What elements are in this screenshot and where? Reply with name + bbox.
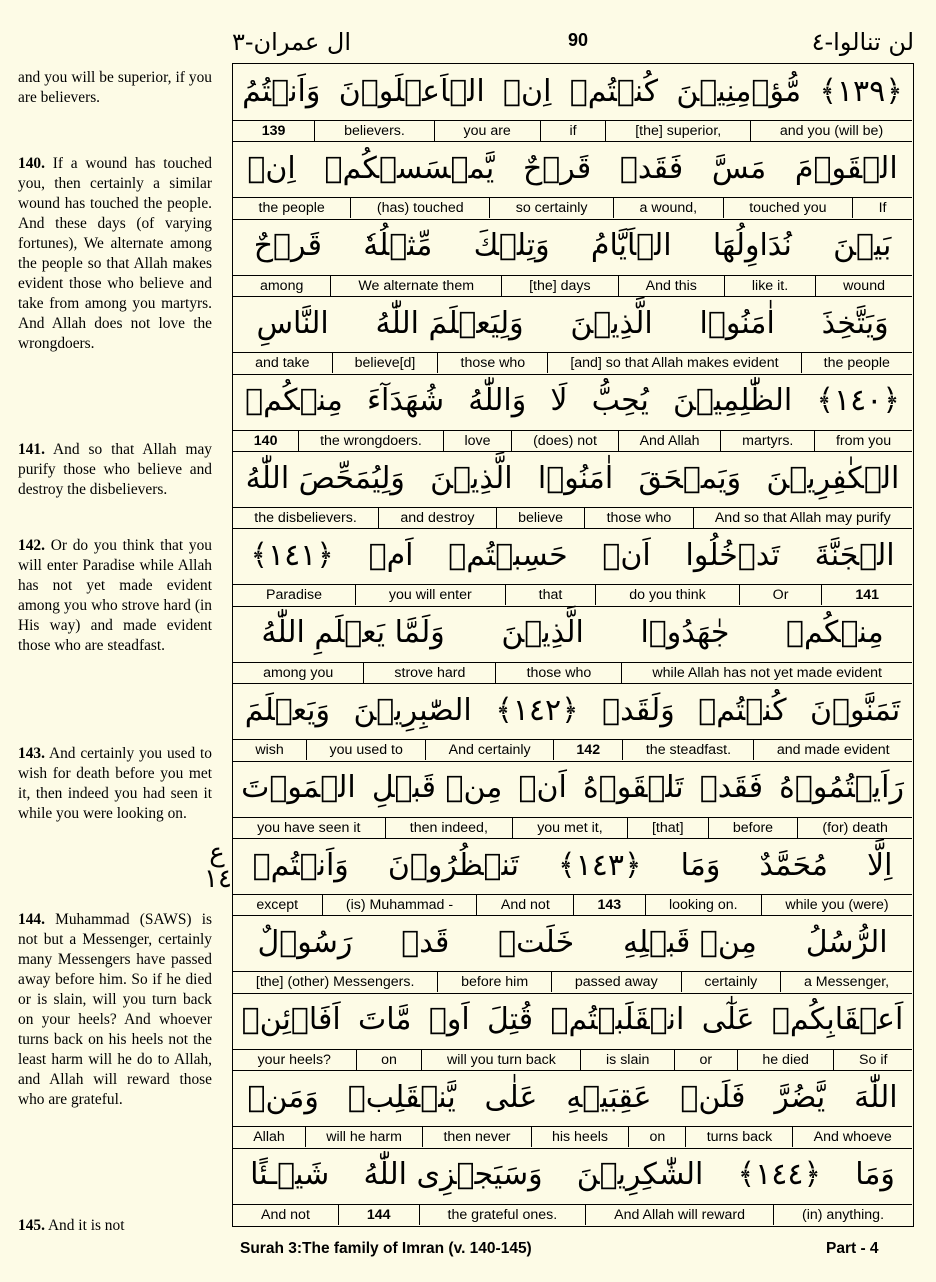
gloss-cell: those who <box>584 508 692 528</box>
gloss-cell: you are <box>434 121 540 141</box>
english-gloss-line <box>233 739 912 760</box>
arabic-word: الۡقَوۡمَ <box>794 150 898 186</box>
gloss-cell: except <box>256 897 299 913</box>
verse-line <box>233 64 912 142</box>
arabic-word: شُهَدَآءَ <box>366 383 445 419</box>
arabic-word: ﴿١٤٢﴾ <box>495 692 579 728</box>
arabic-line <box>233 761 912 815</box>
english-gloss-line <box>233 507 912 528</box>
translation-text: Muhammad (SAWS) is not but a Messenger, certainly many Messengers have passed away before him. So if he died or is slain, will you turn back on your heels? And whoever turns back on his heels not the least harm will he do to Allah, and Allah will reward those who are grateful. <box>18 911 212 1108</box>
translation-text: And so that Allah may purify those who believe and destroy the disbelievers. <box>18 441 212 498</box>
arabic-word: يُحِبُّ <box>591 383 649 419</box>
gloss-cell: Or <box>739 585 822 605</box>
gloss-cell: you have seen it <box>257 819 361 836</box>
gloss-cell: believe <box>496 508 585 528</box>
arabic-word: رَاَيۡتُمُوۡهُ <box>779 770 904 806</box>
arabic-word: قَرۡحٌ <box>253 228 322 264</box>
arabic-word: شَيۡـئًا <box>250 1157 330 1193</box>
surah-reference: Surah 3:The family of Imran (v. 140-145) <box>240 1240 532 1257</box>
arabic-word: ﴿١٤٣﴾ <box>558 847 642 883</box>
arabic-word: الشّٰكِرِيۡنَ <box>576 1157 704 1193</box>
gloss-cell: and made evident <box>753 740 912 760</box>
gloss-cell: 141 <box>821 585 912 605</box>
gloss-cell: his heels <box>531 1127 628 1147</box>
arabic-word: فَلَنۡ <box>680 1079 746 1115</box>
gloss-cell: And whoeve <box>792 1127 912 1147</box>
arabic-word: مِنۡ قَبۡلِهِ <box>622 924 757 960</box>
verse-number: 144. <box>18 911 45 928</box>
english-gloss-line <box>233 662 912 683</box>
arabic-word: وَاللّٰهُ <box>468 383 527 419</box>
gloss-cell: And not <box>476 895 573 915</box>
arabic-line <box>233 993 912 1047</box>
gloss-cell: And Allah will reward <box>585 1205 773 1225</box>
arabic-word: اِلَّا <box>867 847 893 883</box>
arabic-word: وَلِيُمَحِّصَ اللّٰهُ <box>245 460 405 496</box>
arabic-word: كُنۡتُمۡ <box>698 692 787 728</box>
arabic-word: تَمَنَّوۡنَ <box>810 692 901 728</box>
arabic-word: مُّؤۡمِنِيۡنَ <box>676 73 802 109</box>
arabic-word: ﴿١٣٩﴾ <box>819 73 903 109</box>
translation-text: And certainly you used to wish for death before you met it, then indeed you had seen it while you were looking on. <box>18 745 212 822</box>
gloss-cell: Paradise <box>265 587 322 604</box>
arabic-word: لَا <box>550 383 568 419</box>
ruku-marker: ع ١٤ <box>204 838 232 894</box>
arabic-word: مَّاتَ <box>358 1002 412 1038</box>
arabic-line <box>233 838 912 892</box>
arabic-word: الرُّسُلُ <box>805 924 888 960</box>
arabic-word: قُتِلَ <box>487 1002 534 1038</box>
arabic-word: وَلَقَدۡ <box>602 692 675 728</box>
verse-line <box>233 374 912 452</box>
gloss-cell: So if <box>833 1050 912 1070</box>
arabic-word: اللّٰهَ <box>854 1079 898 1115</box>
arabic-word: الۡجَنَّةَ <box>814 537 895 573</box>
english-gloss-line <box>233 1049 912 1070</box>
gloss-cell: [the] (other) Messengers. <box>255 974 415 991</box>
gloss-cell: certainly <box>681 972 781 992</box>
gloss-cell: And not <box>260 1206 310 1223</box>
verse-line <box>233 296 912 374</box>
gloss-cell: you used to <box>306 740 425 760</box>
gloss-cell: love <box>443 431 512 451</box>
arabic-word: اَمۡ <box>368 537 414 573</box>
gloss-cell: the people <box>258 200 325 217</box>
english-gloss-line <box>233 197 912 218</box>
gloss-cell: the disbelievers. <box>254 510 357 526</box>
arabic-word: ﴿١٤٤﴾ <box>737 1157 822 1193</box>
arabic-word: رَسُوۡلٌ <box>257 924 353 960</box>
translation-paragraph <box>18 154 212 354</box>
translation-paragraph <box>18 744 212 824</box>
gloss-cell: those who <box>495 663 621 683</box>
arabic-word: ﴿١٤١﴾ <box>250 537 334 573</box>
gloss-cell: 142 <box>553 740 622 760</box>
english-gloss-line <box>233 1204 912 1225</box>
gloss-cell: like it. <box>724 276 815 296</box>
gloss-cell: while Allah has not yet made evident <box>621 663 912 683</box>
gloss-cell: And certainly <box>425 740 553 760</box>
gloss-cell: so certainly <box>489 198 613 218</box>
arabic-word: يَّمۡسَسۡكُمۡ <box>324 150 495 186</box>
arabic-word: مِنۡكُمۡ <box>245 383 343 419</box>
arabic-word: مُحَمَّدٌ <box>759 847 828 883</box>
arabic-word: خَلَتۡ <box>498 924 575 960</box>
gloss-cell: he died <box>737 1050 834 1070</box>
page-number: 90 <box>567 30 589 50</box>
english-gloss-line <box>233 894 912 915</box>
page-header <box>0 28 936 58</box>
gloss-cell: on <box>628 1127 685 1147</box>
verse-line <box>233 993 912 1071</box>
arabic-line <box>233 219 912 273</box>
gloss-cell: And Allah <box>618 431 721 451</box>
gloss-cell: touched you <box>723 198 852 218</box>
arabic-line <box>233 296 912 350</box>
gloss-cell: (for) death <box>797 818 912 838</box>
gloss-cell: from you <box>814 431 912 451</box>
arabic-line <box>233 451 912 505</box>
gloss-cell: believers. <box>314 121 433 141</box>
gloss-cell: your heels? <box>257 1051 331 1068</box>
arabic-word: وَسَيَجۡزِى اللّٰهُ <box>363 1157 543 1193</box>
arabic-word: نُدَاوِلُهَا <box>712 228 792 264</box>
gloss-cell: (in) anything. <box>773 1205 912 1225</box>
gloss-cell: 143 <box>573 895 644 915</box>
juz-name-arabic: لن تنالوا-٤ <box>811 28 914 56</box>
arabic-word: الظّٰلِمِيۡنَ <box>673 383 793 419</box>
arabic-line <box>233 915 912 969</box>
gloss-cell: a wound, <box>613 198 723 218</box>
arabic-word: الۡاَيَّامُ <box>590 228 672 264</box>
arabic-word: اَنۡ <box>602 537 651 573</box>
english-gloss-line <box>233 584 912 605</box>
arabic-word: عَلٰى <box>484 1079 538 1115</box>
arabic-word: النَّاسِ <box>256 305 329 341</box>
arabic-word: الَّذِيۡنَ <box>570 305 653 341</box>
arabic-word: الَّذِيۡنَ <box>430 460 513 496</box>
gloss-cell: before <box>708 818 798 838</box>
gloss-cell: believe[d] <box>332 353 438 373</box>
arabic-word: مِّثۡلُهٗ <box>363 228 433 264</box>
page-footer <box>0 1240 936 1264</box>
part-number: Part - 4 <box>826 1240 879 1257</box>
gloss-cell: will he harm <box>305 1127 422 1147</box>
gloss-cell: a Messenger, <box>780 972 912 992</box>
arabic-word: اِنۡ <box>503 73 552 109</box>
gloss-cell: if <box>540 121 606 141</box>
arabic-word: وَاَنۡتُمُ <box>242 73 321 109</box>
translation-paragraph <box>18 536 212 656</box>
arabic-word: فَقَدۡ <box>619 150 684 186</box>
gloss-cell: strove hard <box>363 663 495 683</box>
arabic-word: وَمَا <box>855 1157 895 1193</box>
word-by-word-grid <box>232 63 914 1227</box>
gloss-cell: looking on. <box>645 895 761 915</box>
arabic-word: اَنۡ <box>518 770 567 806</box>
gloss-cell: We alternate them <box>330 276 501 296</box>
gloss-cell: wound <box>815 276 912 296</box>
arabic-line <box>233 141 912 195</box>
arabic-word: وَلِيَعۡلَمَ اللّٰهُ <box>375 305 524 341</box>
verse-number: 145. <box>18 1217 45 1234</box>
verse-number: 140. <box>18 155 45 172</box>
arabic-word: وَمَا <box>680 847 721 883</box>
verse-line <box>233 606 912 684</box>
gloss-cell: If <box>852 198 912 218</box>
arabic-word: الۡمَوۡتَ <box>241 770 356 806</box>
gloss-cell: while you (were) <box>761 895 912 915</box>
gloss-cell: do you think <box>595 585 738 605</box>
gloss-cell: you will enter <box>355 585 505 605</box>
translation-paragraph <box>18 68 212 108</box>
gloss-cell: or <box>674 1050 737 1070</box>
gloss-cell: [and] so that Allah makes evident <box>547 353 800 373</box>
arabic-word: تَدۡخُلُوا <box>685 537 780 573</box>
translation-text: If a wound has touched you, then certainly a similar wound has touched the people. And these days (of varying fortunes), We alternate among the people so that Allah makes evident those who believe and take from among you martyrs. And Allah does not love the wrongdoers. <box>18 155 212 352</box>
english-gloss-line <box>233 971 912 992</box>
arabic-word: اٰمَنُوۡا <box>537 460 614 496</box>
gloss-cell: is slain <box>580 1050 674 1070</box>
surah-name-arabic: ال عمران-٣ <box>232 28 352 56</box>
verse-line <box>233 915 912 993</box>
english-gloss-line <box>233 430 912 451</box>
english-gloss-line <box>233 352 912 373</box>
arabic-word: عَقِبَيۡهِ <box>566 1079 652 1115</box>
translation-text: And it is not <box>47 1217 125 1234</box>
arabic-line <box>233 64 912 118</box>
gloss-cell: turns back <box>685 1127 792 1147</box>
arabic-word: الۡاَعۡلَوۡنَ <box>338 73 485 109</box>
arabic-word: بَيۡنَ <box>833 228 892 264</box>
arabic-word: اَوۡ <box>428 1002 470 1038</box>
arabic-word: الصّٰبِرِيۡنَ <box>353 692 472 728</box>
gloss-cell: [the] superior, <box>605 121 750 141</box>
gloss-cell: and destroy <box>378 508 496 528</box>
arabic-word: يَّنۡقَلِبۡ <box>347 1079 456 1115</box>
arabic-line <box>233 683 912 737</box>
verse-line <box>233 1070 912 1148</box>
arabic-word: وَيَمۡحَقَ <box>638 460 742 496</box>
arabic-word: وَيَعۡلَمَ <box>244 692 331 728</box>
arabic-word: اَعۡقَابِكُمۡ <box>771 1002 904 1038</box>
verse-line <box>233 683 912 761</box>
gloss-cell: the grateful ones. <box>419 1205 586 1225</box>
arabic-word: وَيَتَّخِذَ <box>821 305 889 341</box>
arabic-word: اَفَا۟ئِنۡ <box>241 1002 341 1038</box>
gloss-cell: and you (will be) <box>750 121 912 141</box>
arabic-word: تَنۡظُرُوۡنَ <box>387 847 519 883</box>
translation-paragraph <box>18 1216 212 1236</box>
arabic-word: جٰهَدُوۡا <box>640 615 730 651</box>
arabic-line <box>233 606 912 660</box>
english-gloss-line <box>233 1126 912 1147</box>
arabic-word: قَدۡ <box>401 924 450 960</box>
verse-number: 141. <box>18 441 45 458</box>
gloss-cell: before him <box>437 972 551 992</box>
verse-line <box>233 451 912 529</box>
arabic-word: قَرۡحٌ <box>522 150 592 186</box>
arabic-word: تَلۡقَوۡهُ <box>582 770 684 806</box>
arabic-word: عَلٰٓى <box>701 1002 755 1038</box>
verse-line <box>233 528 912 606</box>
arabic-word: وَاَنۡتُمۡ <box>252 847 349 883</box>
verse-line <box>233 761 912 839</box>
arabic-word: يَّضُرَّ <box>774 1079 826 1115</box>
arabic-line <box>233 374 912 428</box>
translation-paragraph <box>18 910 212 1110</box>
gloss-cell: 140 <box>253 432 278 449</box>
arabic-word: وَمَنۡ <box>247 1079 319 1115</box>
arabic-word: انۡقَلَبۡتُمۡ <box>550 1002 685 1038</box>
gloss-cell: among you <box>263 664 334 681</box>
arabic-word: الۡكٰفِرِيۡنَ <box>766 460 900 496</box>
gloss-cell: And this <box>618 276 724 296</box>
arabic-word: مَسَّ <box>711 150 767 186</box>
english-gloss-line <box>233 120 912 141</box>
gloss-cell: and take <box>255 355 310 372</box>
arabic-line <box>233 1148 912 1202</box>
gloss-cell: 144 <box>338 1205 419 1225</box>
gloss-cell: (is) Muhammad - <box>322 895 477 915</box>
verse-line <box>233 1148 912 1225</box>
translation-text: and you will be superior, if you are believers. <box>18 69 212 106</box>
gloss-cell: And so that Allah may purify <box>693 508 912 528</box>
gloss-cell: 139 <box>261 123 286 139</box>
verse-line <box>233 838 912 916</box>
gloss-cell: will you turn back <box>421 1050 580 1070</box>
gloss-cell: [that] <box>627 818 708 838</box>
gloss-cell: on <box>356 1050 422 1070</box>
translation-text: Or do you think that you will enter Paradise while Allah has not yet made evident among you who strove hard (in His way) and made evident those who are steadfast. <box>18 537 212 654</box>
arabic-word: كُنۡتُمۡ <box>569 73 659 109</box>
verse-line <box>233 219 912 297</box>
arabic-word: ﴿١٤٠﴾ <box>816 383 900 419</box>
gloss-cell: among <box>259 277 304 294</box>
gloss-cell: the steadfast. <box>622 740 753 760</box>
arabic-word: مِنۡكُمۡ <box>786 615 884 651</box>
gloss-cell: those who <box>437 353 547 373</box>
gloss-cell: (has) touched <box>350 198 489 218</box>
gloss-cell: that <box>505 585 596 605</box>
arabic-word: وَلَمَّا يَعۡلَمِ اللّٰهُ <box>261 615 445 651</box>
arabic-word: مِنۡ قَبۡلِ <box>371 770 503 806</box>
arabic-word: حَسِبۡتُمۡ <box>448 537 568 573</box>
translation-paragraph <box>18 440 212 500</box>
arabic-word: الَّذِيۡنَ <box>501 615 584 651</box>
gloss-cell: Allah <box>253 1129 285 1146</box>
english-gloss-line <box>233 275 912 296</box>
verse-number: 143. <box>18 745 45 762</box>
gloss-cell: [the] days <box>501 276 618 296</box>
arabic-line <box>233 528 912 582</box>
gloss-cell: passed away <box>551 972 681 992</box>
gloss-cell: the people <box>801 353 912 373</box>
gloss-cell: (does) not <box>511 431 618 451</box>
arabic-word: وَتِلۡكَ <box>473 228 550 264</box>
gloss-cell: martyrs. <box>720 431 814 451</box>
english-gloss-line <box>233 817 912 838</box>
arabic-word: اٰمَنُوۡا <box>699 305 775 341</box>
gloss-cell: you met it, <box>512 818 627 838</box>
arabic-word: اِنۡ <box>247 150 296 186</box>
verse-number: 142. <box>18 537 45 554</box>
gloss-cell: the wrongdoers. <box>298 431 442 451</box>
arabic-line <box>233 1070 912 1124</box>
gloss-cell: then indeed, <box>385 818 512 838</box>
gloss-cell: wish <box>255 742 284 759</box>
arabic-word: فَقَدۡ <box>699 770 764 806</box>
gloss-cell: then never <box>422 1127 531 1147</box>
verse-line <box>233 141 912 219</box>
